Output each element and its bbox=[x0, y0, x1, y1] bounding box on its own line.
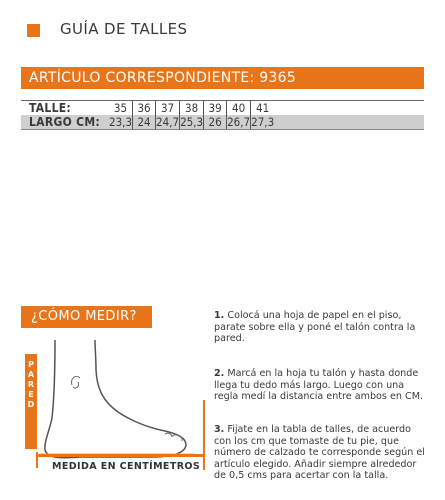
step-item bbox=[214, 310, 429, 345]
largo-cell: 24 bbox=[133, 115, 156, 130]
talle-cell: 39 bbox=[204, 101, 227, 116]
table-spacer bbox=[274, 101, 424, 116]
largo-row bbox=[21, 115, 424, 130]
wall-letter: P bbox=[28, 360, 34, 369]
step-text: Fijate en la tabla de talles, de acuerdo con los cm que tomaste de tu pie, que número de calzado te corresponde según el artículo elegido. Añadir siempre alrededor de 0,5 cms para acertar con la talla. bbox=[214, 424, 425, 482]
wall-label bbox=[25, 360, 37, 410]
orange-square-icon bbox=[27, 24, 40, 37]
measure-label: MEDIDA EN CENTÍMETROS bbox=[52, 461, 201, 472]
wall-letter: D bbox=[27, 400, 35, 409]
step-number: 3. bbox=[214, 424, 225, 435]
wall-letter: E bbox=[28, 390, 34, 399]
page-title: GUÍA DE TALLES bbox=[60, 20, 188, 38]
largo-cell: 25,3 bbox=[180, 115, 204, 129]
talle-cell: 35 bbox=[109, 101, 133, 116]
foot-diagram bbox=[0, 330, 205, 500]
step-item bbox=[214, 424, 429, 482]
wall-letter: A bbox=[27, 370, 35, 379]
step-number: 2. bbox=[214, 368, 225, 379]
talle-label: TALLE: bbox=[21, 101, 109, 116]
largo-cell: 26 bbox=[204, 115, 227, 130]
talle-cell: 40 bbox=[227, 101, 251, 116]
how-to-measure-banner: ¿CÓMO MEDIR? bbox=[21, 306, 152, 328]
article-banner: ARTÍCULO CORRESPONDIENTE: 9365 bbox=[21, 67, 424, 89]
step-number: 1. bbox=[214, 310, 225, 321]
step-text: Colocá una hoja de papel en el piso, parate sobre ella y poné el talón contra la pared. bbox=[214, 310, 416, 345]
talle-cell: 38 bbox=[180, 101, 204, 116]
largo-cell: 23,3 bbox=[109, 115, 133, 129]
step-item bbox=[214, 368, 429, 403]
largo-cell: 27,3 bbox=[251, 115, 275, 129]
talle-cell: 36 bbox=[133, 101, 156, 116]
wall-letter: R bbox=[27, 380, 35, 389]
talle-cell: 37 bbox=[156, 101, 180, 116]
table-spacer bbox=[274, 115, 424, 130]
foot-illustration-icon bbox=[0, 330, 205, 500]
step-text: Marcá en la hoja tu talón y hasta donde llega tu dedo más largo. Luego con una regla medí la distancia entre ambos en CM. bbox=[214, 368, 424, 403]
talle-row bbox=[21, 101, 424, 116]
largo-cell: 24,7 bbox=[156, 115, 180, 129]
largo-cell: 26,7 bbox=[227, 115, 251, 129]
size-table bbox=[21, 100, 424, 130]
largo-label: LARGO CM: bbox=[21, 115, 109, 130]
talle-cell: 41 bbox=[251, 101, 275, 116]
